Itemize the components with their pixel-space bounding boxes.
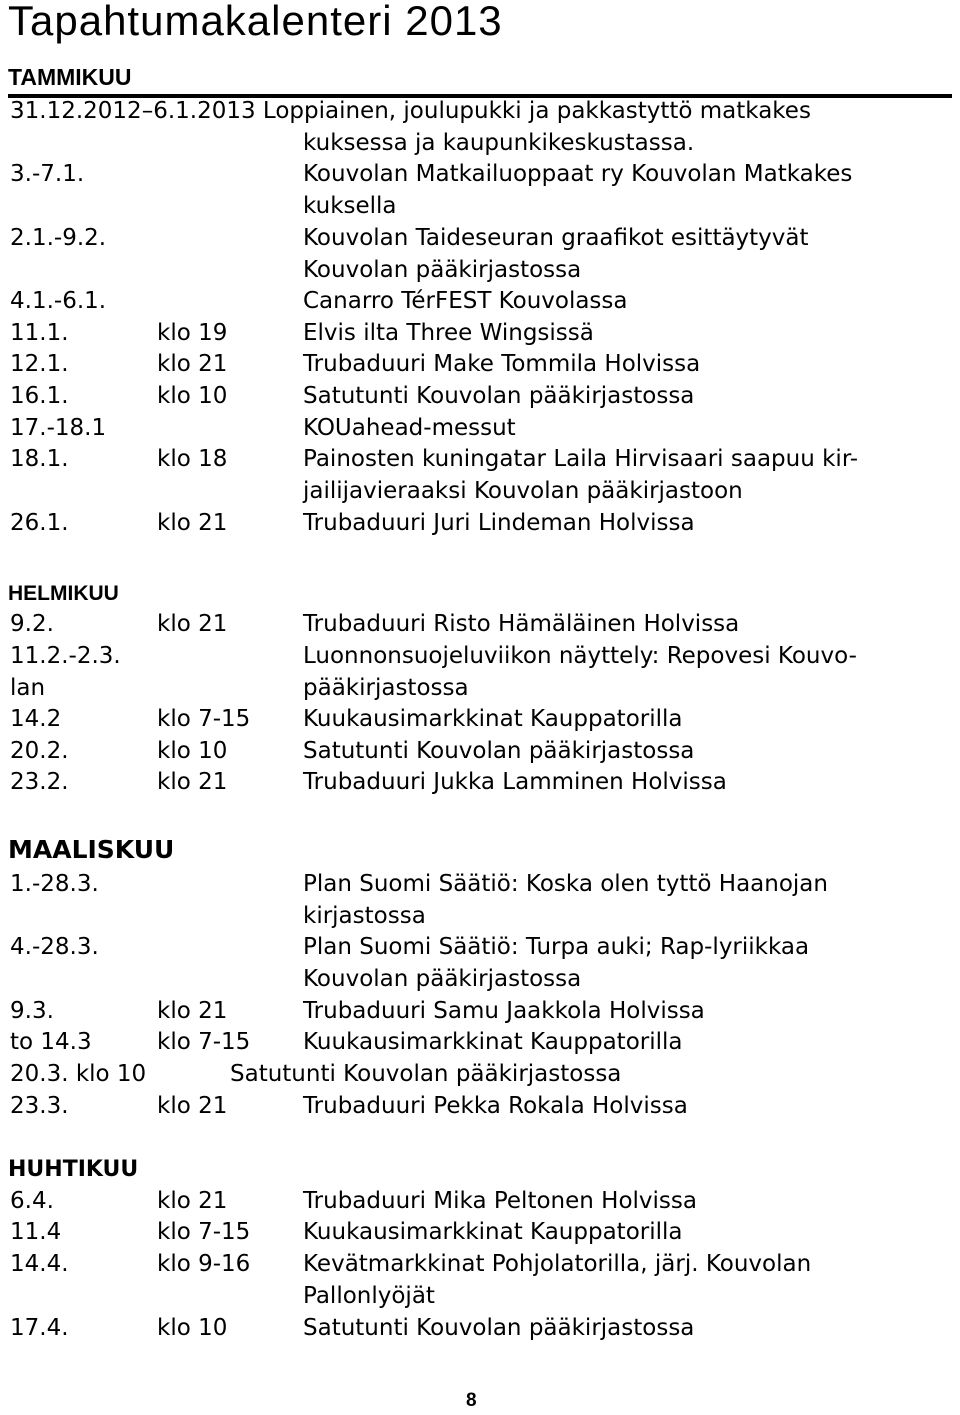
event-date: 23.2. [10,769,69,795]
event-description: Luonnonsuojeluviikon näyttely: Repovesi Kouvo- pääkirjastossa [303,643,857,701]
event-date: 4.-28.3. [10,934,99,960]
event-description: Kuukausimarkkinat Kauppatorilla [303,1029,683,1055]
month-heading-huhtikuu: HUHTIKUU [8,1157,139,1182]
event-row [0,222,960,286]
event-date: 12.1. [10,351,69,377]
event-time: klo 10 [157,1315,228,1341]
event-description: Trubaduuri Make Tommila Holvissa [303,351,701,377]
event-time: klo 10 [157,738,228,764]
event-date: 18.1. [10,446,69,472]
event-date: 20.2. [10,738,69,764]
event-date: 16.1. [10,383,69,409]
event-row [0,640,960,704]
event-description: Kuukausimarkkinat Kauppatorilla [303,706,683,732]
event-date: 9.3. [10,998,54,1024]
event-row [0,931,960,995]
event-time: klo 21 [157,1093,228,1119]
event-description: Trubaduuri Jukka Lamminen Holvissa [303,769,727,795]
event-description: Trubaduuri Samu Jaakkola Holvissa [303,998,705,1024]
event-description: Painosten kuningatar Laila Hirvisaari saapuu kir- jailijavieraaksi Kouvolan pääkirjastoon [303,446,859,504]
event-time: klo 21 [157,611,228,637]
event-date: 4.1.-6.1. [10,288,107,314]
event-date-continuation: lan [10,675,46,701]
event-description: Satutunti Kouvolan pääkirjastossa [230,1061,622,1087]
month-heading-maaliskuu: MAALISKUU [8,835,175,864]
event-time: klo 21 [157,351,228,377]
event-time: klo 21 [157,998,228,1024]
event-time: klo 7-15 [157,1029,251,1055]
event-date: 17.4. [10,1315,69,1341]
event-time: klo 9-16 [157,1251,251,1277]
event-row [0,95,960,159]
event-description: Plan Suomi Säätiö: Koska olen tyttö Haanojan kirjastossa [303,871,828,929]
event-description: Canarro TérFEST Kouvolassa [303,288,628,314]
event-description: Kouvolan Matkailuoppaat ry Kouvolan Matkakes kuksella [303,161,853,219]
event-description: Elvis ilta Three Wingsissä [303,320,594,346]
event-description: Kuukausimarkkinat Kauppatorilla [303,1219,683,1245]
event-date: 1.-28.3. [10,871,99,897]
event-description: Trubaduuri Risto Hämäläinen Holvissa [303,611,740,637]
event-date: 11.2.-2.3. [10,643,121,669]
event-date: 6.4. [10,1188,54,1214]
event-date: 14.2 [10,706,62,732]
event-time: klo 7-15 [157,1219,251,1245]
event-date: 26.1. [10,510,69,536]
event-time: klo 21 [157,769,228,795]
event-date: 2.1.-9.2. [10,225,107,251]
event-row [0,507,960,571]
page-number: 8 [466,1390,477,1411]
event-time: klo 18 [157,446,228,472]
event-row [0,868,960,932]
event-row [0,443,960,507]
event-description: Trubaduuri Juri Lindeman Holvissa [303,510,695,536]
event-time: klo 21 [157,510,228,536]
event-description: Trubaduuri Pekka Rokala Holvissa [303,1093,688,1119]
event-description: Plan Suomi Säätiö: Turpa auki; Rap-lyriikkaa Kouvolan pääkirjastossa [303,934,810,992]
event-row [0,1248,960,1312]
event-date: 23.3. [10,1093,69,1119]
event-date: 11.1. [10,320,69,346]
event-date: 14.4. [10,1251,69,1277]
event-date: 9.2. [10,611,54,637]
event-row [0,1312,960,1376]
event-description: kuksessa ja kaupunkikeskustassa. [303,130,695,156]
event-description: Satutunti Kouvolan pääkirjastossa [303,1315,695,1341]
event-description: KOUahead-messut [303,415,516,441]
event-time: klo 19 [157,320,228,346]
event-description: Kouvolan Taideseuran graafikot esittäytyvät Kouvolan pääkirjastossa [303,225,809,283]
event-date: 20.3. klo 10 [10,1061,147,1087]
event-description: Trubaduuri Mika Peltonen Holvissa [303,1188,697,1214]
page-title: Tapahtumakalenteri 2013 [8,0,503,44]
month-heading-tammikuu: TAMMIKUU [8,62,952,98]
event-date: 3.-7.1. [10,161,85,187]
event-time: klo 10 [157,383,228,409]
event-date: to 14.3 [10,1029,92,1055]
event-date: 31.12.2012–6.1.2013 Loppiainen, joulupukki ja pakkastyttö matkakes [10,98,811,124]
month-heading-helmikuu: HELMIKUU [8,582,119,605]
event-row [0,1090,960,1154]
event-row [0,766,960,830]
event-time: klo 21 [157,1188,228,1214]
event-date: 11.4 [10,1219,62,1245]
event-description: Kevätmarkkinat Pohjolatorilla, järj. Kouvolan Pallonlyöjät [303,1251,812,1309]
event-description: Satutunti Kouvolan pääkirjastossa [303,738,695,764]
event-description: Satutunti Kouvolan pääkirjastossa [303,383,695,409]
event-time: klo 7-15 [157,706,251,732]
event-date: 17.-18.1 [10,415,107,441]
event-row [0,158,960,222]
